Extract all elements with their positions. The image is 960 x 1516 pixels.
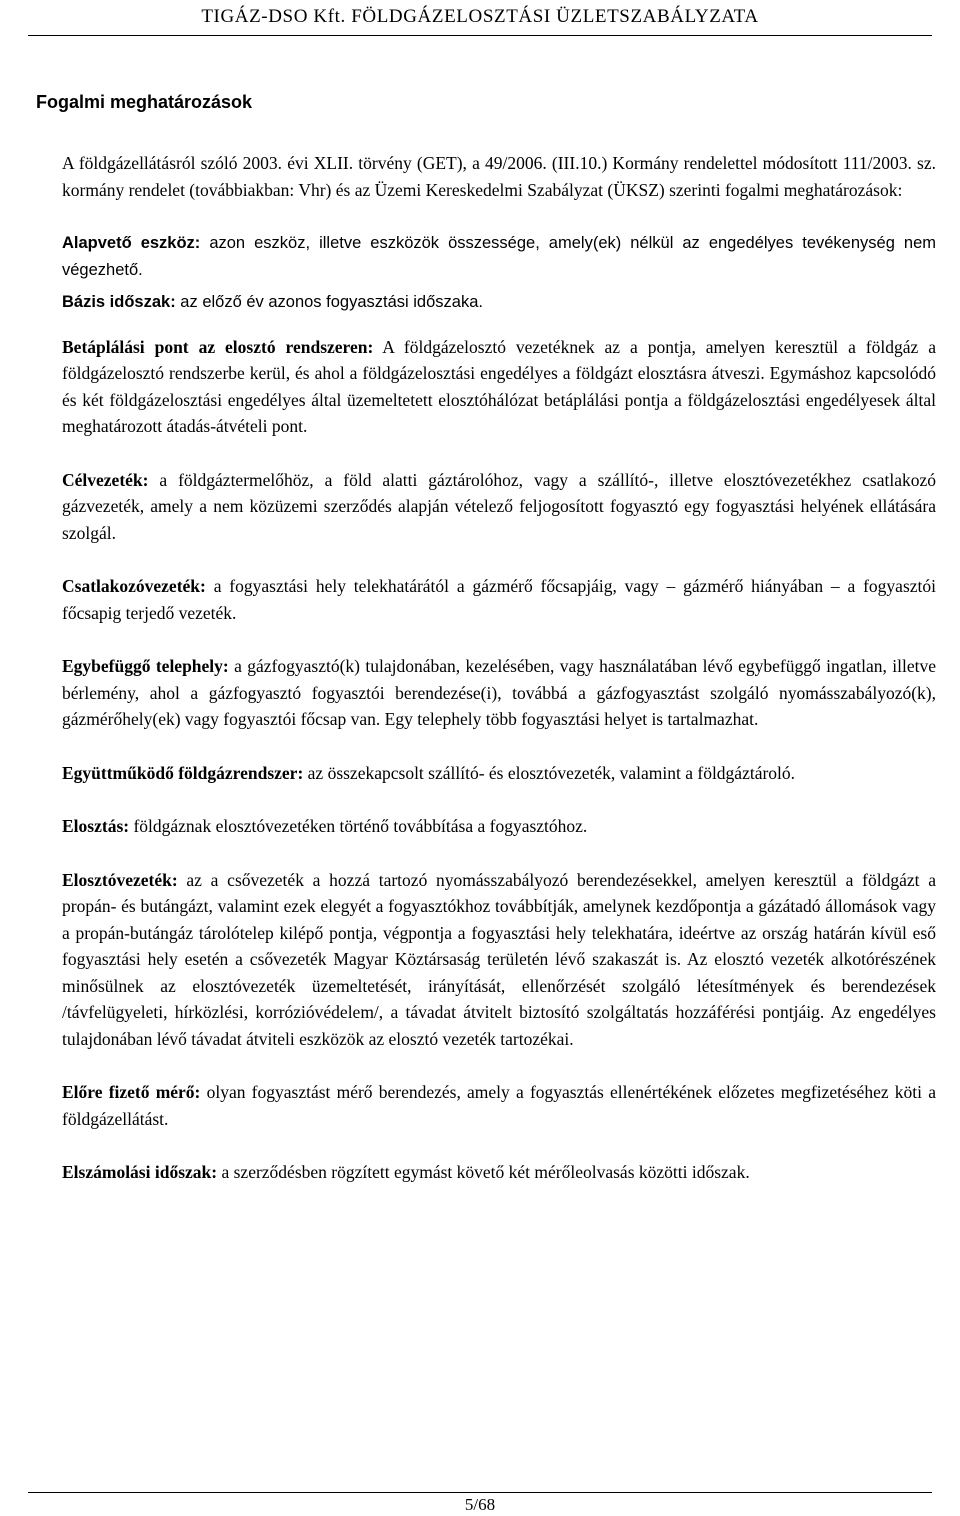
definition-alapveto-eszkoz bbox=[62, 230, 936, 283]
definition-term: Elosztás: bbox=[62, 816, 130, 836]
definition-egybefuggo-telephely bbox=[62, 653, 936, 733]
definition-text: olyan fogyasztást mérő berendezés, amely a fogyasztás ellenértékének előzetes megfizetéséhez köti a földgázellátást. bbox=[62, 1082, 936, 1129]
definition-text: a szerződésben rögzített egymást követő két mérőleolvasás közötti időszak. bbox=[217, 1162, 750, 1182]
definition-elosztovezetek bbox=[62, 867, 936, 1053]
definition-elszamolasi-idoszak bbox=[62, 1159, 936, 1186]
definition-celvezetek bbox=[62, 467, 936, 547]
definition-csatlakozovezetek bbox=[62, 573, 936, 626]
definition-text: a földgáztermelőhöz, a föld alatti gáztárolóhoz, vagy a szállító-, illetve elosztóvezetékhez csatlakozó gázvezeték, amely a nem közüzemi szerződés alapján vételező feljogosított fogyasztó egy fogyasztási helyének ellátására szolgál. bbox=[62, 469, 936, 543]
definition-text: a fogyasztási hely telekhatárától a gázmérő főcsapjáig, vagy – gázmérő hiányában – a fogyasztói főcsapig terjedő vezeték. bbox=[62, 576, 936, 623]
page-number: 5/68 bbox=[464, 1495, 496, 1514]
footer-rule bbox=[28, 1492, 932, 1493]
definition-text: az összekapcsolt szállító- és elosztóvezeték, valamint a földgáztároló. bbox=[303, 762, 796, 783]
definition-term: Elosztóvezeték: bbox=[62, 869, 178, 890]
definition-elosztas bbox=[62, 813, 936, 840]
definition-text: azon eszköz, illetve eszközök összessége, amely(ek) nélkül az engedélyes tevékenység nem végezhető. bbox=[62, 234, 937, 279]
definition-term: Alapvető eszköz: bbox=[62, 234, 201, 252]
definition-bazis-idoszak bbox=[62, 289, 936, 316]
definition-term: Előre fizető mérő: bbox=[62, 1082, 201, 1102]
definition-text: A földgázelosztó vezetéknek az a pontja, amelyen keresztül a földgáz a földgázelosztó rendszerbe kerül, és ahol a földgázelosztási engedélyes a földgázt elosztásra átveszi. Egymáshoz kapcsolódó és két földgázelosztási engedélyes által üzemeltetett elosztóhálózat betáplálási pontja a földgázelosztási engedélyesek által meghatározott átadás-átvételi pont. bbox=[62, 336, 936, 436]
definition-term: Betáplálási pont az elosztó rendszeren: bbox=[62, 336, 374, 357]
definition-text: az a csővezeték a hozzá tartozó nyomásszabályozó berendezésekkel, amelyen keresztül a földgázt a propán- és butángázt, valamint ezek elegyét a fogyasztókhoz továbbítják, amelynek kezdőpontja a gázátadó állomások vagy a propán-butángáz tárolótelep kilépő pontja, végpontja a fogyasztási hely telekhatára, ideértve az ország határán kívül eső fogyasztási hely esetén a csővezeték Magyar Köztársaság területén lévő szakaszát is. Az elosztó vezeték alkotórészének minősülnek az elosztóvezeték üzemeltetését, irányítását, ellenőrzését szolgáló létesítmények és berendezések /távfelügyeleti, hírközlési, korrózióvédelem/, a távadat átvitelt biztosító szolgáltatás hozzáférési pontjáig. Az engedélyes tulajdonában lévő távadat átviteli eszközök az elosztó vezeték tartozékai. bbox=[62, 869, 936, 1049]
definition-text: a gázfogyasztó(k) tulajdonában, kezelésében, vagy használatában lévő egybefüggő ingatlan, illetve bérlemény, ahol a gázfogyasztó fogyasztói berendezése(i), továbbá a gázfogyasztást szolgáló nyomásszabályozó(k), gázmérőhely(ek) vagy fogyasztói főcsap van. Egy telephely több fogyasztási helyet is tartalmazhat. bbox=[62, 656, 936, 729]
definition-term: Célvezeték: bbox=[62, 469, 149, 490]
document-header: TIGÁZ-DSO Kft. FÖLDGÁZELOSZTÁSI ÜZLETSZABÁLYZATA bbox=[201, 6, 759, 27]
definition-text: az előző év azonos fogyasztási időszaka. bbox=[175, 293, 483, 311]
document-body bbox=[62, 150, 936, 1186]
intro-paragraph: A földgázellátásról szóló 2003. évi XLII. törvény (GET), a 49/2006. (III.10.) Kormány rendelettel módosított 111/2003. sz. kormány rendelet (továbbiakban: Vhr) és az Üzemi Kereskedelmi Szabályzat (ÜKSZ) szerinti fogalmi meghatározások: bbox=[62, 153, 936, 200]
definition-elore-fizeto-mero bbox=[62, 1079, 936, 1132]
header-rule bbox=[28, 35, 932, 36]
definition-term: Együttműködő földgázrendszer: bbox=[62, 762, 304, 783]
definition-text: földgáznak elosztóvezetéken történő továbbítása a fogyasztóhoz. bbox=[129, 816, 588, 836]
section-title: Fogalmi meghatározások bbox=[36, 92, 253, 112]
definition-egyuttmukodo-foldgazrendszer bbox=[62, 760, 936, 787]
definition-term: Egybefüggő telephely: bbox=[62, 656, 229, 676]
definition-betaplalasi-pont bbox=[62, 334, 936, 440]
definition-term: Csatlakozóvezeték: bbox=[62, 576, 206, 596]
definition-term: Bázis időszak: bbox=[62, 293, 176, 311]
definition-term: Elszámolási időszak: bbox=[62, 1162, 218, 1182]
